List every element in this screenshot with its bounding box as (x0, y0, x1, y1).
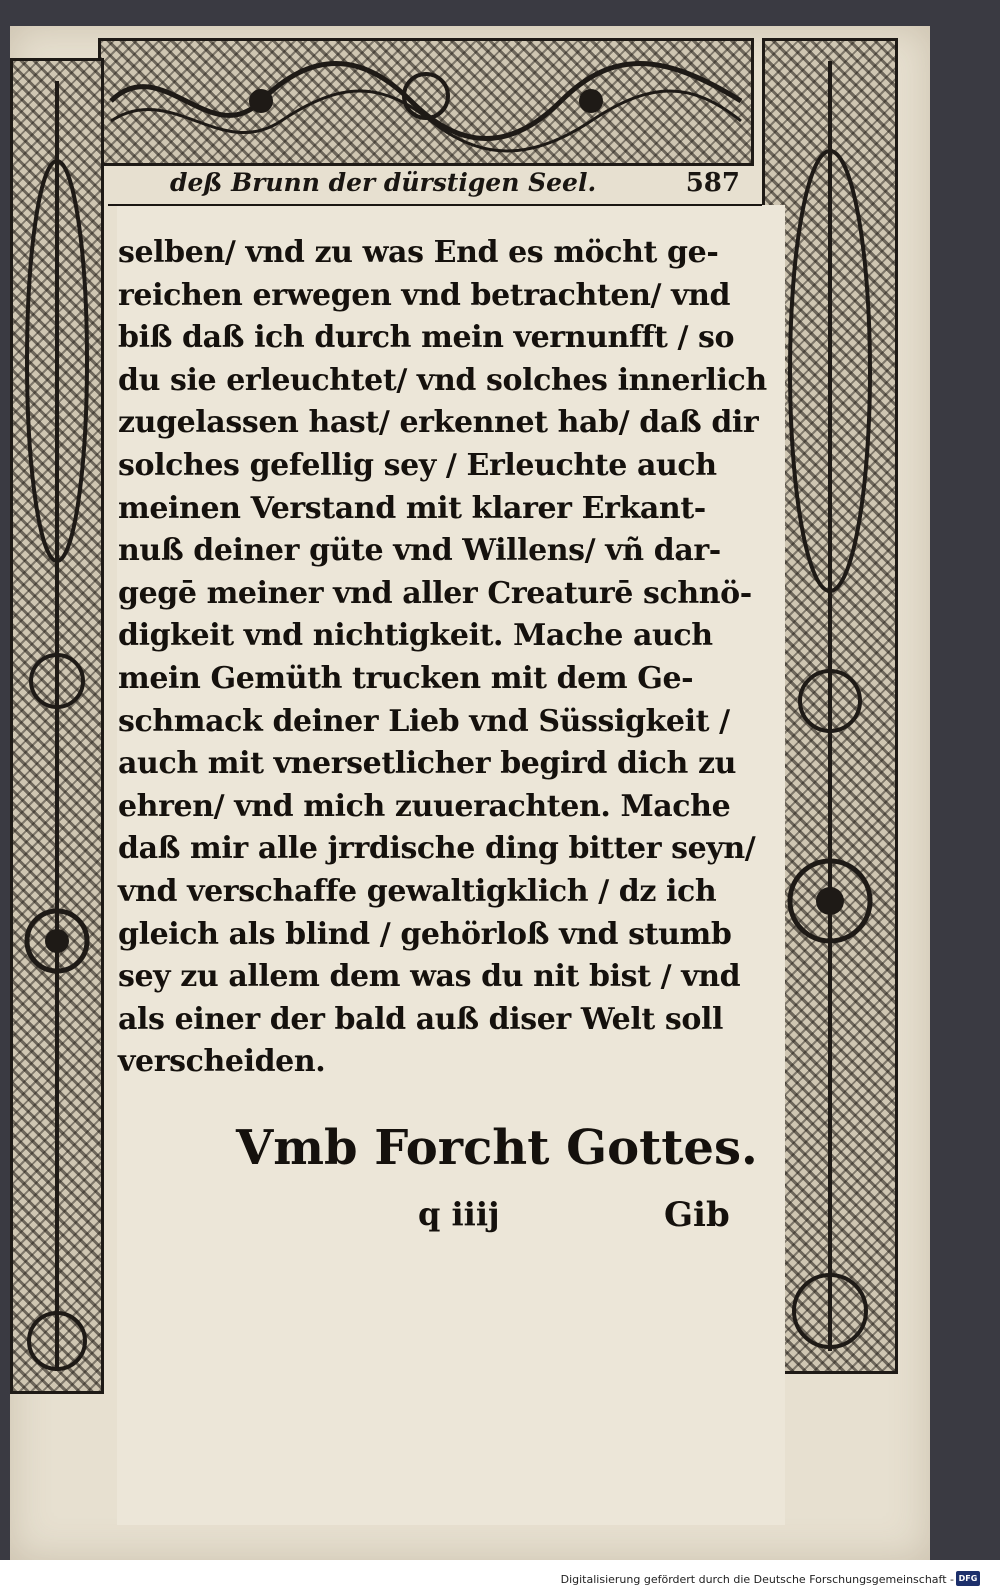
running-title: deß Brunn der dürstigen Seel. (170, 168, 597, 197)
text-line: gleich als blind / gehörloß vnd stumb (118, 916, 732, 952)
head-rule (108, 204, 762, 206)
text-line: du sie erleuchtet/ vnd solches innerlich (118, 362, 767, 398)
text-line: sey zu allem dem was du nit bist / vnd (118, 959, 741, 995)
text-line: vnd verschaffe gewaltigklich / dz ich (118, 873, 717, 909)
text-line: schmack deiner Lieb vnd Süssigkeit / (118, 703, 730, 739)
text-line: zugelassen hast/ erkennet hab/ daß dir (118, 405, 759, 441)
text-line: mein Gemüth trucken mit dem Ge- (118, 660, 694, 696)
text-line: verscheiden. (118, 1044, 326, 1080)
text-line: selben/ vnd zu was End es möcht ge- (118, 235, 719, 270)
signature-mark: q iiij (418, 1195, 500, 1233)
running-head (140, 168, 760, 208)
text-line: solches gefellig sey / Erleuchte auch (118, 447, 717, 483)
text-line: daß mir alle jrrdische ding bitter seyn/ (118, 831, 756, 867)
text-line: ehren/ vnd mich zuuerachten. Mache (118, 788, 731, 824)
top-ornament-pattern (101, 41, 751, 163)
dfg-logo: DFG (956, 1571, 980, 1586)
left-ornament-border (10, 58, 104, 1394)
left-ornament-pattern (13, 61, 101, 1391)
top-ornament-border (98, 38, 754, 166)
text-line: meinen Verstand mit klarer Erkant- (118, 490, 706, 526)
text-line: digkeit vnd nichtigkeit. Mache auch (118, 618, 713, 654)
text-line: als einer der bald auß diser Welt soll (118, 1001, 723, 1037)
text-line: auch mit vnersetlicher begird dich zu (118, 746, 736, 782)
page-number: 587 (685, 168, 740, 198)
catchword: Gib (664, 1195, 730, 1235)
text-line: biß daß ich durch mein vernunfft / so (118, 320, 735, 356)
text-line: gegē meiner vnd aller Creaturē schnö- (118, 575, 752, 611)
section-heading: Vmb Forcht Gottes. (236, 1120, 758, 1176)
text-line: nuß deiner güte vnd Willens/ vñ dar- (118, 533, 721, 569)
body-text (118, 232, 798, 1084)
text-line: reichen erwegen vnd betrachten/ vnd (118, 277, 731, 313)
digitization-credit: Digitalisierung gefördert durch die Deutsche Forschungsgemeinschaft - (560, 1573, 954, 1586)
